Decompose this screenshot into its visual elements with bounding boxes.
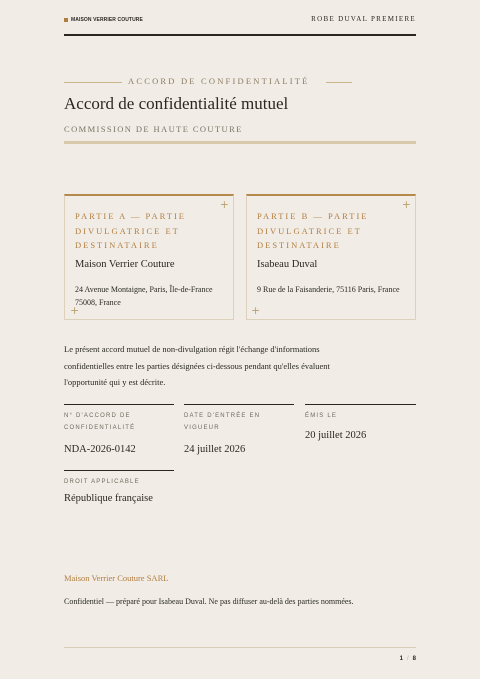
- field-label: DATE D'ENTRÉE EN VIGUEUR: [184, 413, 261, 431]
- page-current: 1: [399, 656, 403, 662]
- company-name: Maison Verrier Couture SARL: [64, 573, 169, 583]
- page-total: 8: [412, 656, 416, 662]
- field-label: N° D'ACCORD DE CONFIDENTIALITÉ: [64, 413, 136, 431]
- intro-paragraph: Le présent accord mutuel de non-divulgation régit l'échange d'informations confidentielles entre les parties désignées ci-dessous pendant qu'elles évaluent l'opportunité qui y est décrite.: [64, 344, 330, 387]
- corner-plus-icon: +: [401, 198, 411, 211]
- footer-divider: [64, 647, 416, 648]
- party-a-card: [64, 194, 234, 320]
- corner-plus-icon: +: [219, 198, 229, 211]
- brand: [64, 17, 143, 23]
- field-label: ÉMIS LE: [305, 413, 338, 419]
- field-governing-law: [64, 470, 174, 504]
- document-code: ROBE DUVAL PREMIERE: [311, 15, 416, 23]
- corner-plus-icon: +: [251, 304, 261, 317]
- corner-plus-icon: +: [70, 304, 80, 317]
- field-value: 20 juillet 2026: [305, 430, 367, 441]
- field-value: 24 juillet 2026: [184, 444, 246, 455]
- kicker-label: ACCORD DE CONFIDENTIALITÉ: [128, 76, 310, 86]
- field-issued-date: [305, 404, 416, 441]
- kicker-row: [64, 76, 416, 90]
- page-number: [400, 656, 416, 662]
- field-value: NDA-2026-0142: [64, 444, 136, 455]
- kicker-rule-right: [326, 82, 352, 83]
- party-address: 9 Rue de la Faisanderie, 75116 Paris, France: [257, 285, 400, 294]
- field-value: République française: [64, 493, 153, 504]
- party-role: PARTIE A — PARTIE DIVULGATRICE ET DESTINATAIRE: [75, 211, 186, 250]
- page-subtitle: COMMISSION DE HAUTE COUTURE: [64, 124, 243, 134]
- field-agreement-number: [64, 404, 174, 455]
- page-title: Accord de confidentialité mutuel: [64, 94, 289, 113]
- kicker-rule-left: [64, 82, 122, 83]
- field-label: DROIT APPLICABLE: [64, 479, 140, 485]
- party-name: Maison Verrier Couture: [75, 259, 175, 270]
- title-divider: [64, 141, 416, 144]
- party-b-card: [246, 194, 416, 320]
- party-address: 24 Avenue Montaigne, Paris, Île-de-France 75008, France: [75, 285, 213, 307]
- page-separator: /: [406, 656, 409, 662]
- brand-mark-icon: [64, 18, 68, 22]
- party-name: Isabeau Duval: [257, 259, 318, 270]
- party-role: PARTIE B — PARTIE DIVULGATRICE ET DESTINATAIRE: [257, 211, 369, 250]
- field-effective-date: [184, 404, 294, 455]
- confidentiality-note: Confidentiel — préparé pour Isabeau Duval. Ne pas diffuser au-delà des parties nommées.: [64, 597, 354, 606]
- brand-name: MAISON VERRIER COUTURE: [71, 17, 143, 23]
- page-header: [64, 12, 416, 36]
